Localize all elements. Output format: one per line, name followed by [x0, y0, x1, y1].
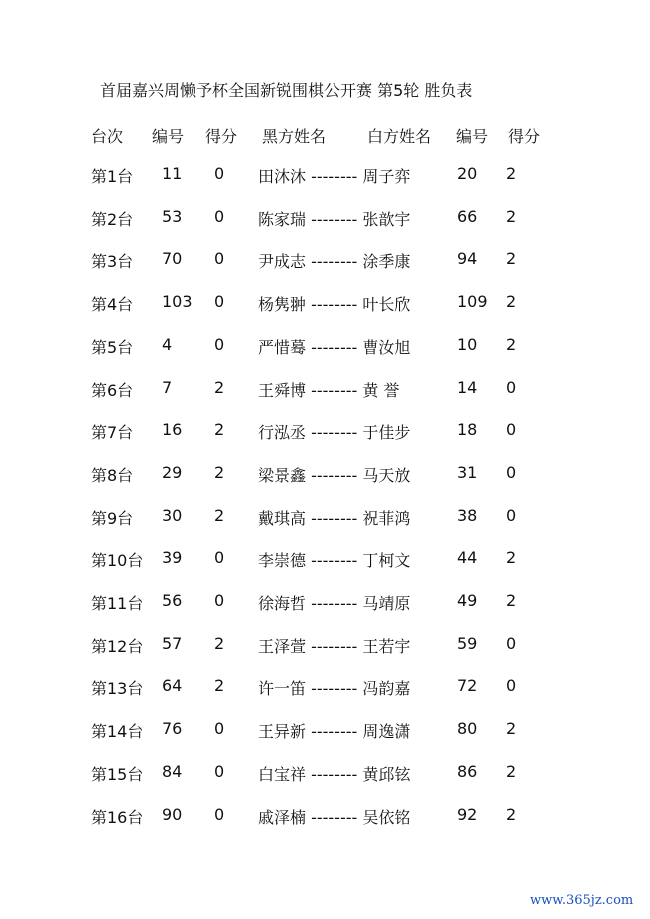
table-row — [0, 164, 650, 188]
black-number: 57 — [162, 634, 183, 653]
black-number: 103 — [162, 292, 193, 311]
black-score: 2 — [214, 634, 225, 653]
white-score: 2 — [506, 805, 517, 824]
board-label: 第11台 — [91, 594, 144, 613]
board-label: 第10台 — [91, 551, 144, 570]
pairing: 杨隽翀 -------- 叶长欣 — [258, 295, 411, 314]
white-score: 2 — [506, 207, 517, 226]
watermark: www.365jz.com — [530, 893, 634, 908]
black-number: 53 — [162, 207, 183, 226]
pairing: 王舜博 -------- 黄 誉 — [258, 381, 400, 400]
white-number: 38 — [457, 506, 478, 525]
white-number: 10 — [457, 335, 478, 354]
pairing: 王异新 -------- 周逸潇 — [258, 722, 411, 741]
white-number: 14 — [457, 378, 478, 397]
black-score: 2 — [214, 506, 225, 525]
black-score: 0 — [214, 292, 225, 311]
black-number: 76 — [162, 719, 183, 738]
board-label: 第8台 — [91, 466, 134, 485]
pairing: 许一笛 -------- 冯韵嘉 — [258, 679, 411, 698]
white-number: 20 — [457, 164, 478, 183]
table-row — [0, 762, 650, 786]
black-score: 0 — [214, 164, 225, 183]
white-score: 2 — [506, 249, 517, 268]
table-row — [0, 634, 650, 658]
pairing: 李崇德 -------- 丁柯文 — [258, 551, 411, 570]
white-number: 86 — [457, 762, 478, 781]
white-score: 2 — [506, 591, 517, 610]
board-label: 第15台 — [91, 765, 144, 784]
white-number: 31 — [457, 463, 478, 482]
table-row — [0, 292, 650, 316]
white-score: 0 — [506, 634, 517, 653]
header-white-number: 编号 — [456, 127, 489, 146]
table-row — [0, 249, 650, 273]
white-score: 2 — [506, 719, 517, 738]
table-row — [0, 548, 650, 572]
board-label: 第14台 — [91, 722, 144, 741]
pairing: 田沐沐 -------- 周子弈 — [258, 167, 411, 186]
header-board: 台次 — [91, 127, 124, 146]
pairing: 尹成志 -------- 涂季康 — [258, 252, 411, 271]
header-white-name: 白方姓名 — [367, 127, 432, 146]
black-number: 64 — [162, 676, 183, 695]
black-number: 16 — [162, 420, 183, 439]
pairing: 徐海哲 -------- 马靖原 — [258, 594, 411, 613]
pairing: 行泓丞 -------- 于佳步 — [258, 423, 411, 442]
white-score: 0 — [506, 676, 517, 695]
header-white-score: 得分 — [508, 127, 541, 146]
black-score: 0 — [214, 548, 225, 567]
page-title: 首届嘉兴周懒予杯全国新锐围棋公开赛 第5轮 胜负表 — [100, 81, 473, 100]
board-label: 第5台 — [91, 338, 134, 357]
black-number: 70 — [162, 249, 183, 268]
white-number: 49 — [457, 591, 478, 610]
pairing: 白宝祥 -------- 黄邱铉 — [258, 765, 411, 784]
black-score: 0 — [214, 335, 225, 354]
white-score: 2 — [506, 164, 517, 183]
table-row — [0, 805, 650, 829]
white-score: 0 — [506, 420, 517, 439]
white-score: 2 — [506, 548, 517, 567]
black-score: 0 — [214, 805, 225, 824]
pairing: 戚泽楠 -------- 吴依铭 — [258, 808, 411, 827]
white-number: 109 — [457, 292, 488, 311]
header-black-number: 编号 — [152, 127, 185, 146]
pairing: 严惜蓦 -------- 曹汝旭 — [258, 338, 411, 357]
black-number: 7 — [162, 378, 173, 397]
white-number: 72 — [457, 676, 478, 695]
white-score: 0 — [506, 506, 517, 525]
header-black-score: 得分 — [205, 127, 238, 146]
black-number: 90 — [162, 805, 183, 824]
table-row — [0, 420, 650, 444]
board-label: 第6台 — [91, 381, 134, 400]
white-number: 92 — [457, 805, 478, 824]
board-label: 第2台 — [91, 210, 134, 229]
black-number: 84 — [162, 762, 183, 781]
white-score: 0 — [506, 378, 517, 397]
table-row — [0, 676, 650, 700]
black-score: 0 — [214, 762, 225, 781]
black-number: 30 — [162, 506, 183, 525]
white-score: 2 — [506, 762, 517, 781]
black-number: 39 — [162, 548, 183, 567]
board-label: 第13台 — [91, 679, 144, 698]
white-score: 2 — [506, 335, 517, 354]
white-number: 66 — [457, 207, 478, 226]
table-row — [0, 207, 650, 231]
pairing: 陈家瑞 -------- 张歆宇 — [258, 210, 411, 229]
black-number: 11 — [162, 164, 183, 183]
board-label: 第9台 — [91, 509, 134, 528]
black-score: 2 — [214, 463, 225, 482]
board-label: 第16台 — [91, 808, 144, 827]
table-row — [0, 591, 650, 615]
board-label: 第1台 — [91, 167, 134, 186]
black-number: 29 — [162, 463, 183, 482]
black-score: 0 — [214, 249, 225, 268]
black-score: 2 — [214, 676, 225, 695]
table-row — [0, 463, 650, 487]
black-score: 0 — [214, 719, 225, 738]
board-label: 第4台 — [91, 295, 134, 314]
white-number: 18 — [457, 420, 478, 439]
black-score: 0 — [214, 591, 225, 610]
white-number: 44 — [457, 548, 478, 567]
black-number: 56 — [162, 591, 183, 610]
board-label: 第12台 — [91, 637, 144, 656]
pairing: 王泽萱 -------- 王若宇 — [258, 637, 411, 656]
pairing: 戴琪高 -------- 祝菲鸿 — [258, 509, 411, 528]
white-number: 94 — [457, 249, 478, 268]
header-black-name: 黑方姓名 — [262, 127, 327, 146]
pairing: 梁景鑫 -------- 马天放 — [258, 466, 411, 485]
black-score: 0 — [214, 207, 225, 226]
black-score: 2 — [214, 420, 225, 439]
white-number: 80 — [457, 719, 478, 738]
black-number: 4 — [162, 335, 173, 354]
table-row — [0, 719, 650, 743]
board-label: 第3台 — [91, 252, 134, 271]
table-row — [0, 378, 650, 402]
white-score: 2 — [506, 292, 517, 311]
board-label: 第7台 — [91, 423, 134, 442]
white-score: 0 — [506, 463, 517, 482]
black-score: 2 — [214, 378, 225, 397]
table-row — [0, 506, 650, 530]
white-number: 59 — [457, 634, 478, 653]
table-row — [0, 335, 650, 359]
